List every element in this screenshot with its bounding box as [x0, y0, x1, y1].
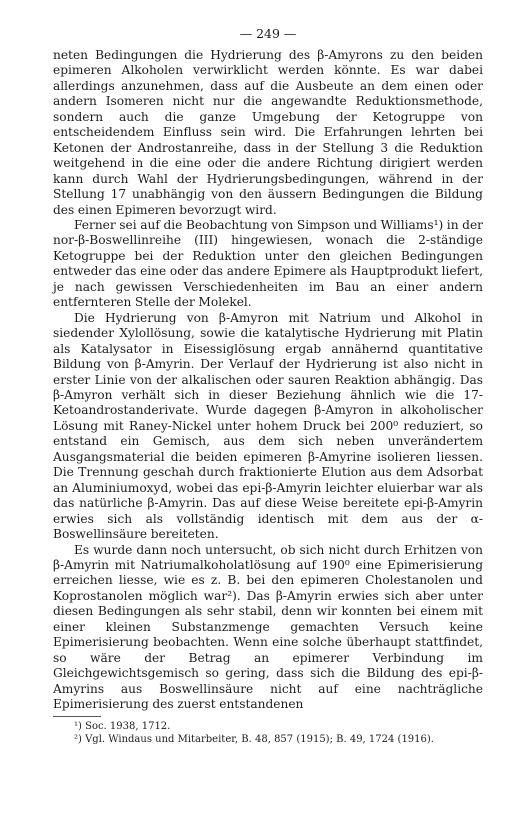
footnote-2: ²) Vgl. Windaus und Mitarbeiter, B. 48, 857 (1915); B. 49, 1724 (1916). — [74, 734, 434, 746]
footnote-1: ¹) Soc. 1938, 1712. — [74, 721, 171, 733]
footnote-divider — [53, 716, 101, 717]
page-number: — 249 — — [239, 26, 297, 41]
paragraph-3: Die Hydrierung von β-Amyron mit Natrium und Alkohol in siedender Xylollösung, sowie die katalytische Hydrierung mit Platin als Katalysator in Eisessiglösung ergab annähernd quantitative Bildung von β-Amyrin. Der Verlauf der Hydrierung ist also nicht in erster Linie von der alkalischen oder sauren Reaktion abhängig. Das β-Amyron verhält sich in dieser Beziehung ähnlich wie die 17-Ketoandrostanderivate. Wurde dagegen β-Amyron in alkoholischer Lösung mit Raney-Nickel unter hohem Druck bei 200⁰ reduziert, so entstand ein Gemisch, aus dem sich neben unverändertem Ausgangsmaterial die beiden epimeren β-Amyrine isolieren liessen. Die Trennung geschah durch fraktionierte Elution aus dem Adsorbat an Aluminiumoxyd, wobei das epi-β-Amyrin leichter eluierbar war als das natürliche β-Amyrin. Das auf diese Weise bereitete epi-β-Amyrin erwies sich als vollständig identisch mit dem aus der α-Boswellinsäure bereiteten. — [53, 310, 483, 542]
paragraph-2: Ferner sei auf die Beobachtung von Simpson und Williams¹) in der nor-β-Boswellinreihe (III) hingewiesen, wonach die 2-ständige Ketogruppe bei der Reduktion unter den gleichen Bedingungen entweder das eine oder das andere Epimere als Hauptprodukt liefert, je nach gewissen Verschiedenheiten im Bau an einer andern entfernteren Stelle der Molekel. — [53, 217, 483, 310]
page-body — [53, 26, 483, 746]
paragraph-1: neten Bedingungen die Hydrierung des β-Amyrons zu den beiden epimeren Alkoholen verwirklicht werden könnte. Es war dabei allerdings anzunehmen, dass auf die Ausbeute an dem einen oder andern Isomeren nicht nur die angewandte Reduktionsmethode, sondern auch die ganze Umgebung der Ketogruppe von entscheidendem Einfluss sein wird. Die Erfahrungen lehrten bei Ketonen der Androstanreihe, dass in der Stellung 3 die Reduktion weitgehend in die eine oder die andere Richtung dirigiert werden kann durch Wahl der Hydrierungsbedingungen, während in der Stellung 17 unabhängig von den äussern Bedingungen die Bildung des einen Epimeren bevorzugt wird. — [53, 48, 483, 217]
paragraph-4: Es wurde dann noch untersucht, ob sich nicht durch Erhitzen von β-Amyrin mit Natriumalkoholatlösung auf 190⁰ eine Epimerisierung erreichen liesse, wie es z. B. bei den epimeren Cholestanolen und Koprostanolen möglich war²). Das β-Amyrin erwies sich aber unter diesen Bedingungen als sehr stabil, denn wir konnten bei einem mit einer kleinen Substanzmenge gemachten Versuch keine Epimerisierung beobachten. Wenn eine solche überhaupt stattfindet, so wäre der Betrag an epimerer Verbindung im Gleichgewichtsgemisch so gering, dass sich die Bildung des epi-β-Amyrins aus Boswellinsäure nicht auf eine nachträgliche Epimerisierung des zuerst entstandenen — [53, 542, 483, 712]
